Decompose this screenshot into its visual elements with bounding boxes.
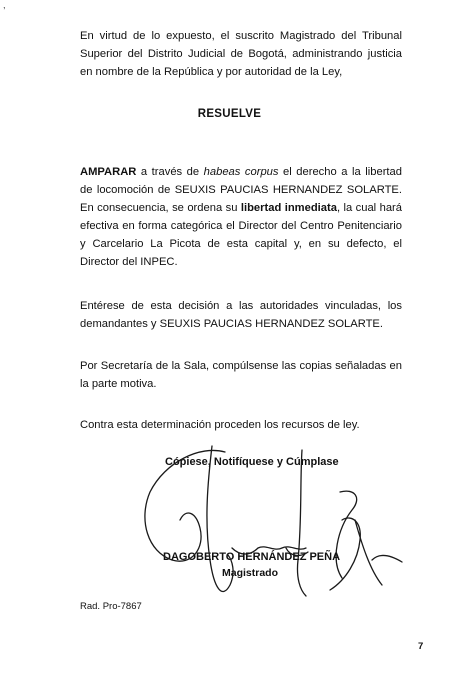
intro-paragraph: En virtud de lo expuesto, el suscrito Magistrado del Tribunal Superior del Distrito Judicial de Bogotá, administrando justicia en nombre de la República y por autoridad de la Ley, [80,30,402,78]
enterese-paragraph: Entérese de esta decisión a las autoridades vinculadas, los demandantes y SEUXIS PAUCIAS HERNANDEZ SOLARTE. [80,300,402,330]
secretaria-paragraph: Por Secretaría de la Sala, compúlsense las copias señaladas en la parte motiva. [80,360,402,390]
amparar-lead: AMPARAR [80,166,137,178]
resuelve-heading: RESUELVE [197,108,262,120]
radicado-number: Rad. Pro-7867 [80,601,142,612]
page-number: 7 [418,641,424,652]
signer-name: DAGOBERTO HERNÁNDEZ PEÑA [163,551,341,563]
amparar-text-3: , la cual hará efectiva en forma categórica el Director del Centro Penitenciario y Carcelario La Picota de esta capital y, en su defecto, el Director del INPEC. [80,202,402,268]
libertad-inmediata-text: libertad inmediata [240,202,337,214]
amparar-paragraph [80,163,402,271]
closing-formula: Cópiese, Notifíquese y Cúmplase [165,456,339,468]
amparar-text-2: el derecho a la libertad de locomoción de SEUXIS PAUCIAS HERNANDEZ SOLARTE. En consecuencia, se ordena su [80,166,402,214]
amparar-text-1: a través de [136,166,204,178]
corner-mark: , [3,0,6,10]
signer-title: Magistrado [222,567,279,579]
habeas-corpus-text: habeas corpus [203,166,279,178]
contra-paragraph: Contra esta determinación proceden los recursos de ley. [80,419,360,431]
